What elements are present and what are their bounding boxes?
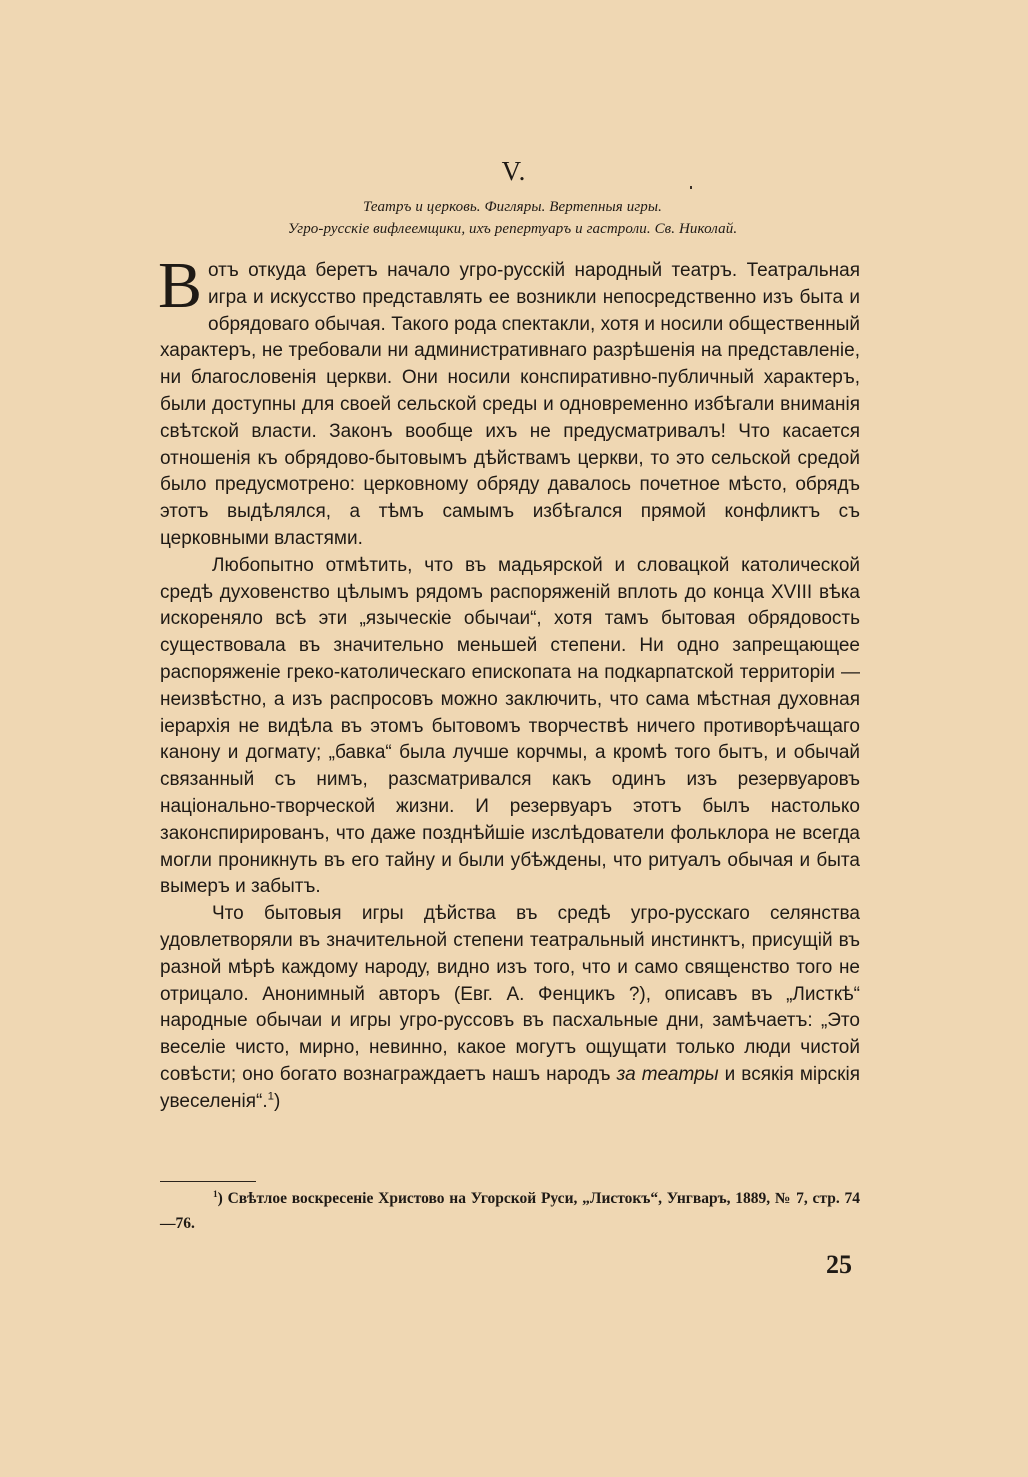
paragraph-3-close: ) bbox=[274, 1090, 281, 1112]
footnote bbox=[160, 1186, 860, 1236]
footnote-text-block bbox=[160, 1186, 860, 1236]
drop-cap: В bbox=[158, 249, 203, 322]
footnote-reference[interactable]: 1 bbox=[267, 1090, 274, 1103]
footnote-text: ) Свѣтлое воскресеніе Христово на Угорской Руси, „Листокъ“, Унгваръ, 1889, № 7, стр. 74—76. bbox=[160, 1190, 860, 1232]
paragraph-1-text: отъ откуда беретъ начало угро-русскій народный театръ. Театральная игра и искусство представлять ее возникли непосредственно изъ быта и обрядоваго обычая. Такого рода спектакли, хотя и носили общественный характеръ, не требовали ни административнаго разрѣшенія на представленіе, ни благословенія церкви. Они носили конспиративно-публичный характеръ, были доступны для своей сельской среды и одновременно избѣгали вниманія свѣтской власти. Законъ вообще ихъ не предусматривалъ! Что касается отношенія къ обрядово-бытовымъ дѣйствамъ церкви, то это сельской средой было предусмотрено: церковному обряду давалось почетное мѣсто, обрядъ этотъ выдѣлялся, а тѣмъ самымъ избѣгался прямой конфликтъ съ церковными властями. bbox=[160, 260, 860, 549]
paragraph-2: Любопытно отмѣтить, что въ мадьярской и словацкой католической средѣ духовенство цѣлымъ рядомъ распоряженій вплоть до конца XVIII вѣка искореняло всѣ эти „языческіе обычаи“, хотя тамъ бытовая обрядовость существовала въ значительно меньшей степени. Ни одно запрещающее распоряженіе греко-католическаго епископата на подкарпатской территоріи — неизвѣстно, а изъ распросовъ можно заключить, что сама мѣстная духовная іерархія не видѣла въ этомъ бытовомъ творчествѣ ничего противорѣчащаго канону и догмату; „бавка“ была лучше корчмы, а кромѣ того бытъ, и обычай связанный съ нимъ, разсматривался какъ одинъ изъ резервуаровъ національно-творческой жизни. И резервуаръ этотъ былъ настолько законспирированъ, что даже позднѣйшіе изслѣдователи фольклора не всегда могли проникнуть въ его тайну и были убѣждены, что ритуалъ обычая и быта вымеръ и забытъ. bbox=[160, 554, 860, 898]
paragraph-3 bbox=[160, 901, 860, 1115]
page-number: 25 bbox=[826, 1250, 852, 1279]
print-speck bbox=[690, 186, 692, 189]
paragraph-1 bbox=[158, 249, 860, 553]
footnote-divider bbox=[160, 1181, 256, 1182]
footnote-mark: 1 bbox=[213, 1189, 218, 1200]
paragraph-3-emphasis: за театры bbox=[616, 1063, 719, 1085]
main-text bbox=[158, 249, 861, 1116]
chapter-summary-line-2: Угро-русскіе вифлеемщики, ихъ репертуаръ и гастроли. Св. Николай. bbox=[287, 221, 738, 237]
chapter-summary-line-1: Театръ и церковь. Фигляры. Вертепныя игры. bbox=[363, 199, 662, 215]
paragraph-3-text: Что бытовыя игры дѣйства въ средѣ угро-русскаго селянства удовлетворяли въ значительной степени театральный инстинктъ, присущій въ разной мѣрѣ каждому народу, видно изъ того, что и само священство того не отрицало. Анонимный авторъ (Евг. А. Фенцикъ ?), описавъ въ „Листкѣ“ народные обычаи и игры угро-руссовъ въ пасхальные дни, замѣчаетъ: „Это веселіе чисто, мирно, невинно, какое могутъ ощущати только люди чистой совѣсти; оно богато вознаграждаетъ нашъ народъ bbox=[160, 903, 860, 1085]
paragraph-3-text-end: и всякія мірскія увеселенія“. bbox=[160, 1063, 861, 1112]
chapter-number: V. bbox=[501, 156, 527, 186]
chapter-summary bbox=[150, 196, 875, 240]
